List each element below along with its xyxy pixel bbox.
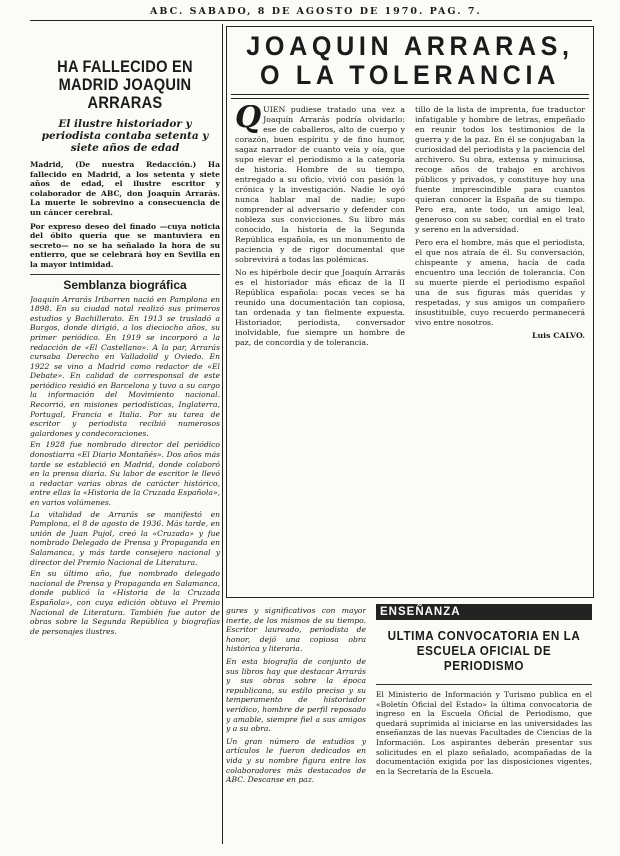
left-paragraph: Joaquín Arrarás Iribarren nació en Pamplona en 1898. En su ciudad natal realizó sus primeros estudios y Bachillerato. En 1913 se trasladó a Burgos, donde dirigió, a los dieciocho años, su primer periódico. En 1919 se incorporó a la redacción de «El Castellano». A la par, Arrarás cursaba Derecho en Valladolid y Oviedo. En 1922 se vino a Madrid como redactor de «El Debate». En calidad de corresponsal de este periódico residió en Barcelona y tuvo a su cargo la información del Movimiento nacional. Recorrió, en misiones periodísticas, Inglaterra, Portugal, Francia e Italia. Por su tarea de escritor y periodista recibió numerosos galardones y condecoraciones. bbox=[30, 294, 220, 438]
left-deck: El ilustre historiador y periodista contaba setenta y siete años de edad bbox=[41, 118, 209, 154]
box-headline-line2: O LA TOLERANCIA bbox=[260, 60, 560, 90]
box-headline-line1: JOAQUIN ARRARAS, bbox=[246, 31, 574, 61]
box-columns bbox=[227, 105, 593, 348]
running-head: ABC. SABADO, 8 DE AGOSTO DE 1970. PAG. 7. bbox=[150, 6, 482, 17]
bottom-left-paragraph: gures y significativos con mayor inerte, de los mismos de su tiempo. Escritor laureado, periodista de honor, dejó una copiosa obra histórica y literaria. bbox=[226, 606, 366, 654]
left-paragraph: La vitalidad de Arrarás se manifestó en Pamplona, el 8 de agosto de 1936. Más tarde, en unión de Juan Pujol, creó la «Cruzada» y fue nombrado Delegado de Prensa y Propaganda en Salamanca, y más tarde consejero nacional y director del Premio Nacional de Literatura. bbox=[30, 509, 220, 567]
left-paragraph: Por expreso deseo del finado —cuya noticia del óbito quería que se mantuviera en secreto— no se ha señalado la hora de su entierro, que se celebrará hoy en Sevilla en la mayor intimidad. bbox=[30, 221, 220, 269]
box-double-rule bbox=[231, 94, 589, 99]
drop-cap: Q bbox=[235, 105, 262, 135]
box-column-2 bbox=[415, 105, 585, 348]
box-column-1 bbox=[235, 105, 405, 348]
boxed-article bbox=[226, 26, 594, 598]
left-headline: HA FALLECIDO EN MADRID JOAQUIN ARRARAS bbox=[57, 57, 193, 112]
left-article bbox=[30, 22, 220, 844]
right-headline: ULTIMA CONVOCATORIA EN LA ESCUELA OFICIAL DE PERIODISMO bbox=[387, 628, 581, 673]
bottom-right-text bbox=[376, 690, 592, 844]
bottom-left-paragraph: Un gran número de estudios y artículos le fueron dedicados en vida y su nombre figura entre los colaboradores más destacados de ABC. Descanse en paz. bbox=[226, 736, 366, 785]
bottom-left-text bbox=[226, 606, 366, 844]
section-label: ENSEÑANZA bbox=[380, 606, 461, 618]
left-paragraph: En 1928 fue nombrado director del periódico donostiarra «El Diario Montañés». Dos años más tarde se estableció en Madrid, donde colaboró en la prensa diaria. Su labor de escritor le llevó a redactar varias obras de carácter histórico, entre ellas la «Historia de la Cruzada Española», en varios volúmenes. bbox=[30, 440, 220, 507]
right-paragraph: El Ministerio de Información y Turismo publica en el «Boletín Oficial del Estado» la última convocatoria de ingreso en la Escuela Oficial de Periodismo, que quedará suprimida al iniciarse en las universidades las enseñanzas de las nuevas Facultades de Ciencias de la Información. Los aspirantes deberán presentar sus solicitudes en el plazo señalado, acompañadas de la documentación exigida por las disposiciones vigentes, en la Secretaría de la Escuela. bbox=[376, 690, 592, 776]
box-paragraph: Pero era el hombre, más que el periodista, el que nos atraía de él. Su conversación, chispeante y amena, hacía de cada encuentro una lección de tolerancia. Con su muerte pierde el periodismo español una de sus figuras más queridas y respetadas, y sus amigos un compañero insustituible, cuyo recuerdo permanecerá vivo entre nosotros. bbox=[415, 238, 585, 327]
right-rule bbox=[376, 684, 592, 685]
left-paragraph: En su último año, fue nombrado delegado nacional de Prensa y Propaganda en Salamanca, donde publicó la «Historia de la Cruzada Española», con cuya edición obtuvo el Premio Nacional de Literatura. También fue autor de obras sobre la Segunda República y biografías de personajes ilustres. bbox=[30, 569, 220, 636]
box-paragraph: No es hipérbole decir que Joaquín Arrarás es el historiador más eficaz de la II República española: pocas veces se ha reunido una documentación tan copiosa, tan ordenada y tan fielmente expuesta. Historiador, periodista, conversador inolvidable, fue siempre un hombre de paz, de concordia y de tolerancia. bbox=[235, 268, 405, 347]
top-rule bbox=[30, 20, 592, 21]
column-rule bbox=[222, 24, 223, 844]
box-paragraph: tillo de la lista de imprenta, fue traductor infatigable y hombre de letras, empeñado en reunir todos los testimonios de la guerra y de la paz. En él se conjugaban la curiosidad del periodista y la paciencia del archivero. Su obra, extensa y minuciosa, recoge años de trabajo en archivos públicos y privados, y constituye hoy una fuente imprescindible para cuantos quieran conocer la España de su tiempo. Pero era, ante todo, un amigo leal, generoso con su saber, cordial en el trato y sereno en la adversidad. bbox=[415, 105, 585, 234]
box-signature: Luis CALVO. bbox=[532, 331, 585, 340]
left-subhead: Semblanza biográfica bbox=[30, 274, 220, 292]
left-paragraph: Madrid, (De nuestra Redacción.) Ha fallecido en Madrid, a los setenta y siete años de edad, el ilustre escritor y colaborador de ABC, don Joaquín Arrarás. La muerte le sobrevino a consecuencia de un cáncer cerebral. bbox=[30, 160, 220, 217]
box-paragraph: UIEN pudiese tratado una vez a Joaquín Arrarás podría olvidarlo: ese de caballeros, alto de cuerpo y corazón, buen espíritu y de fino humor, sagaz narrador de cuanto veía y oía, que supo elevar el periodismo a la categoría de historia. Hombre de su tiempo, entregado a su oficio, vivió con pasión la crónica y la investigación. Nadie le oyó nunca hablar mal de nadie; supo comprender al adversario y defender con nobleza sus convicciones. Su libro más conocido, la historia de la Segunda República española, es un monumento de paciencia y de rigor documental que sobrevivirá a todas las polémicas. bbox=[235, 105, 405, 264]
bottom-left-paragraph: En esta biografía de conjunto de sus libros hay que destacar Arrarás y sus obras sobre la época republicana, su estilo preciso y su temperamento de historiador verídico, hombre de perfil reposado y amable, siempre fiel a sus amigos y a su obra. bbox=[226, 656, 366, 734]
